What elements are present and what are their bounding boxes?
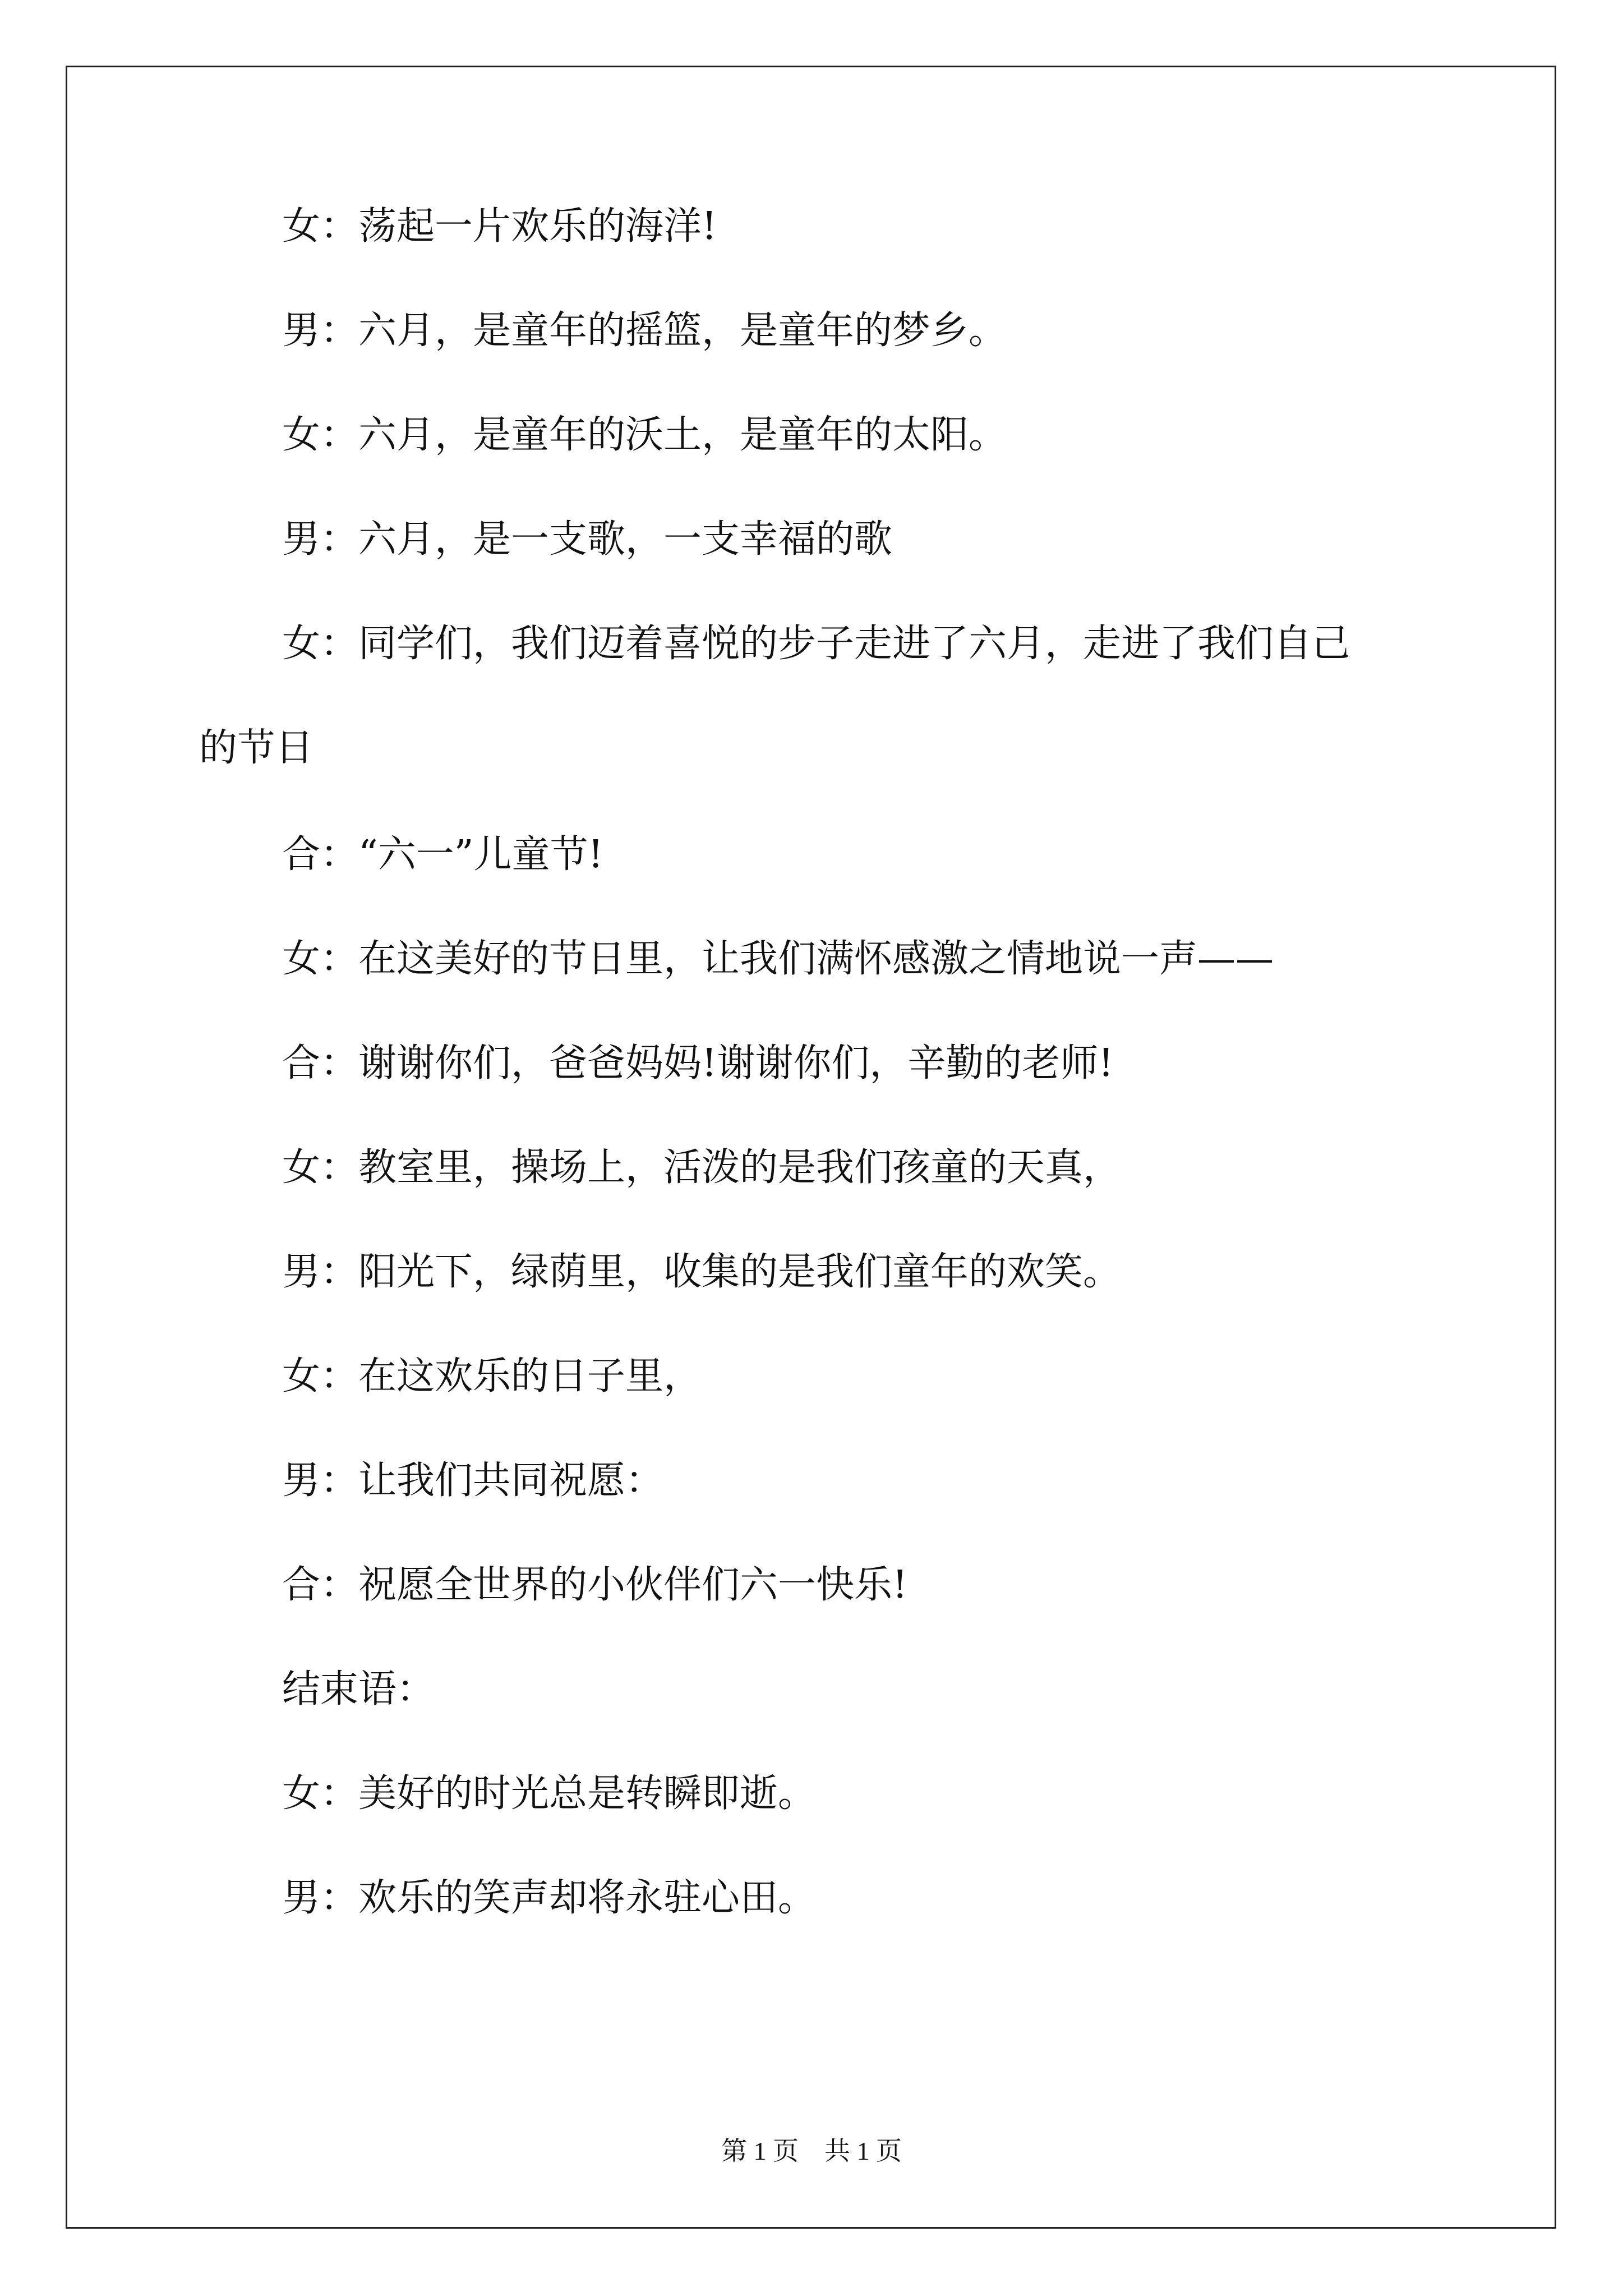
paragraph: 男：六月，是一支歌，一支幸福的歌 <box>282 517 893 562</box>
paragraph: 男：阳光下，绿荫里，收集的是我们童年的欢笑。 <box>282 1250 1122 1294</box>
section-heading: 结束语： <box>282 1667 435 1711</box>
paragraph: 女：教室里，操场上，活泼的是我们孩童的天真， <box>282 1145 1122 1190</box>
paragraph: 女：同学们，我们迈着喜悦的步子走进了六月，走进了我们自己 <box>282 622 1350 666</box>
paragraph: 女：荡起一片欢乐的海洋! <box>282 204 717 249</box>
paragraph: 合：祝愿全世界的小伙伴们六一快乐! <box>282 1563 908 1607</box>
paragraph: 男：欢乐的笑声却将永驻心田。 <box>282 1876 817 1920</box>
paragraph: 女：美好的时光总是转瞬即逝。 <box>282 1772 817 1816</box>
document-body <box>199 204 1422 1984</box>
paragraph: 合：“六一”儿童节! <box>282 832 603 877</box>
paragraph: 男：让我们共同祝愿： <box>282 1458 664 1503</box>
paragraph: 男：六月，是童年的摇篮，是童年的梦乡。 <box>282 309 1007 353</box>
paragraph: 女：六月，是童年的沃土，是童年的太阳。 <box>282 413 1007 457</box>
paragraph-continuation: 的节日 <box>199 726 314 770</box>
page-footer: 第 1 页 共 1 页 <box>721 2137 902 2165</box>
paragraph: 女：在这欢乐的日子里， <box>282 1354 702 1398</box>
paragraph: 女：在这美好的节日里，让我们满怀感激之情地说一声—— <box>282 937 1274 981</box>
paragraph: 合：谢谢你们，爸爸妈妈!谢谢你们，辛勤的老师! <box>282 1041 1114 1085</box>
